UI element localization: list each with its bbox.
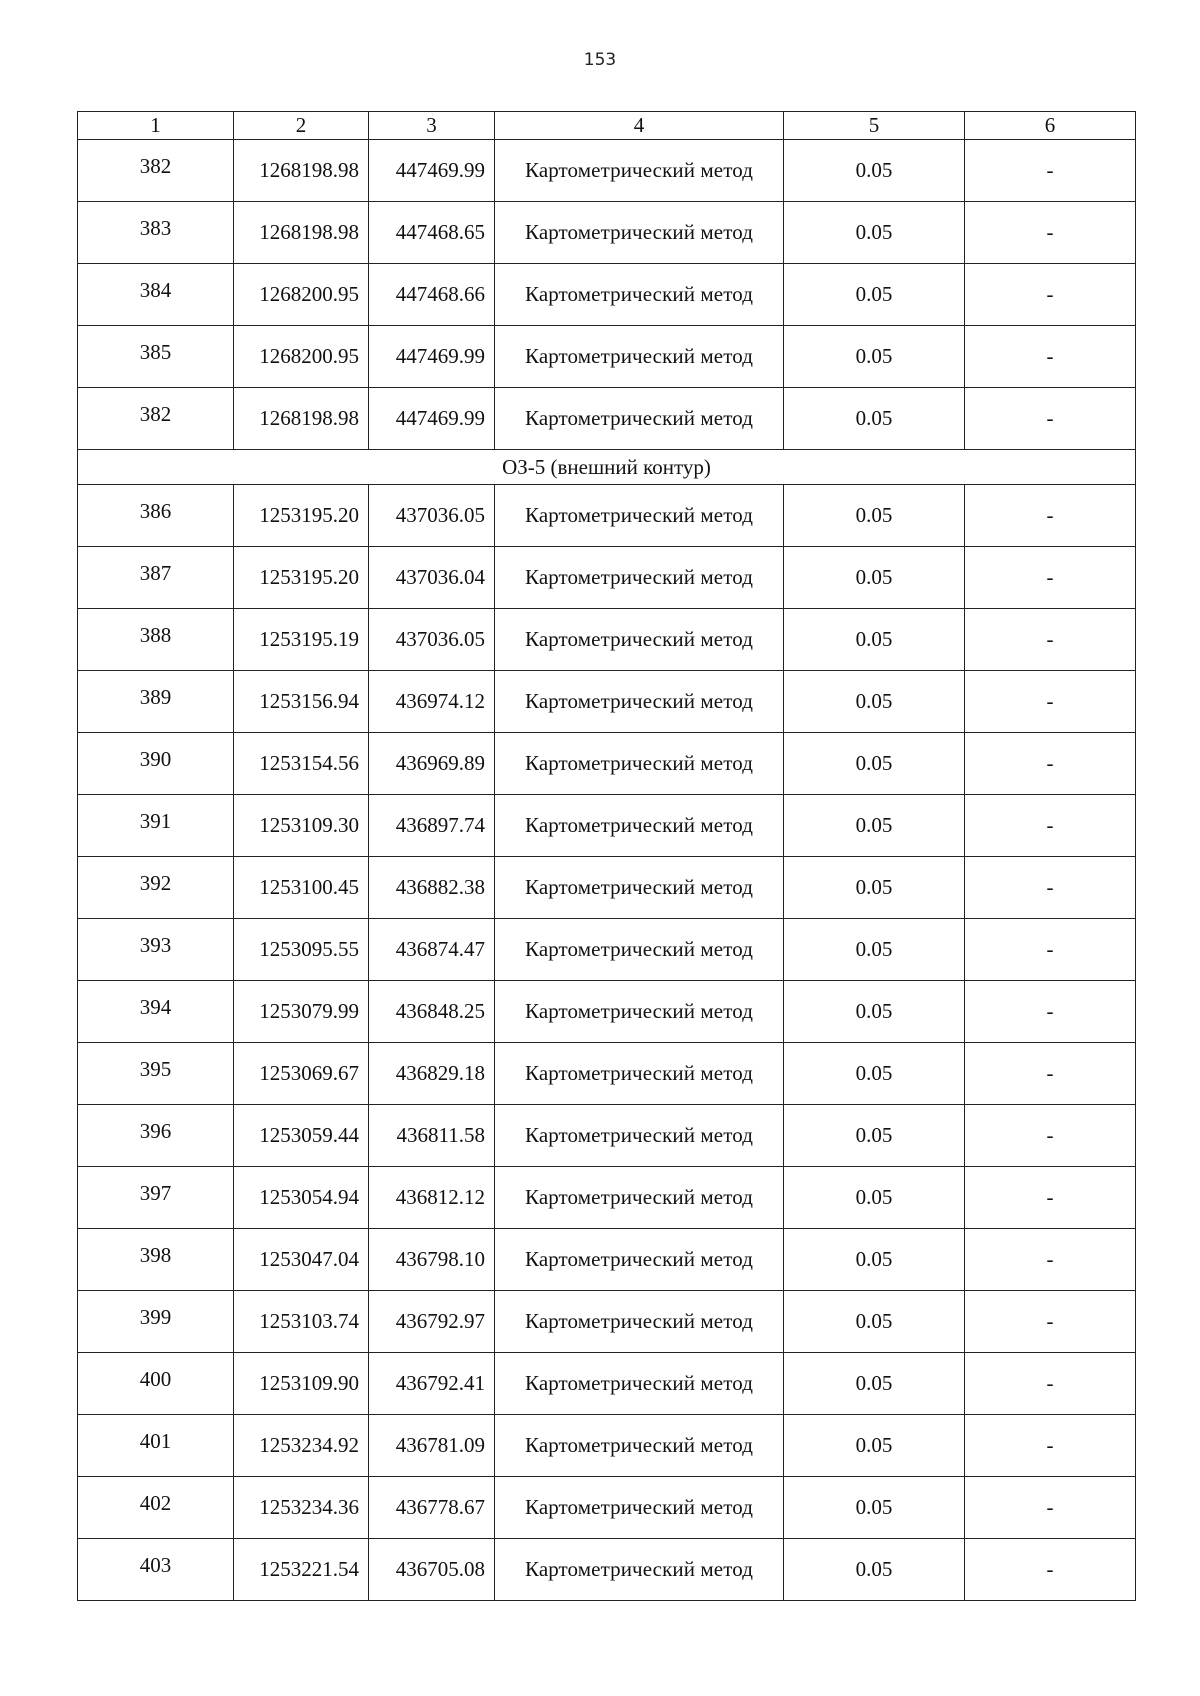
- table-row: [78, 671, 1136, 733]
- accuracy-cell: 0.05: [784, 609, 965, 671]
- description-cell: -: [965, 547, 1136, 609]
- section-row: [78, 450, 1136, 485]
- table-header-row: [78, 112, 1136, 140]
- x-coordinate-cell: 1253047.04: [234, 1229, 369, 1291]
- table-row: [78, 1415, 1136, 1477]
- y-coordinate-cell: 436781.09: [369, 1415, 495, 1477]
- accuracy-cell: 0.05: [784, 326, 965, 388]
- x-coordinate-cell: 1268198.98: [234, 202, 369, 264]
- description-cell: -: [965, 140, 1136, 202]
- table-body-bottom: [78, 485, 1136, 1601]
- description-cell: -: [965, 326, 1136, 388]
- accuracy-cell: 0.05: [784, 485, 965, 547]
- accuracy-cell: 0.05: [784, 140, 965, 202]
- y-coordinate-cell: 436897.74: [369, 795, 495, 857]
- accuracy-cell: 0.05: [784, 1167, 965, 1229]
- method-cell: Картометрический метод: [495, 140, 784, 202]
- y-coordinate-cell: 437036.05: [369, 609, 495, 671]
- table-row: [78, 485, 1136, 547]
- x-coordinate-cell: 1268198.98: [234, 140, 369, 202]
- description-cell: -: [965, 1167, 1136, 1229]
- method-cell: Картометрический метод: [495, 326, 784, 388]
- point-number-cell: 383: [78, 202, 234, 264]
- description-cell: -: [965, 485, 1136, 547]
- y-coordinate-cell: 436792.97: [369, 1291, 495, 1353]
- method-cell: Картометрический метод: [495, 1043, 784, 1105]
- table-row: [78, 981, 1136, 1043]
- header-col-2: 2: [234, 112, 369, 140]
- y-coordinate-cell: 436974.12: [369, 671, 495, 733]
- point-number-cell: 389: [78, 671, 234, 733]
- method-cell: Картометрический метод: [495, 547, 784, 609]
- y-coordinate-cell: 436812.12: [369, 1167, 495, 1229]
- x-coordinate-cell: 1253100.45: [234, 857, 369, 919]
- description-cell: -: [965, 1477, 1136, 1539]
- description-cell: -: [965, 671, 1136, 733]
- x-coordinate-cell: 1268200.95: [234, 264, 369, 326]
- table-row: [78, 733, 1136, 795]
- method-cell: Картометрический метод: [495, 981, 784, 1043]
- x-coordinate-cell: 1253195.20: [234, 547, 369, 609]
- point-number-cell: 393: [78, 919, 234, 981]
- method-cell: Картометрический метод: [495, 1477, 784, 1539]
- description-cell: -: [965, 1415, 1136, 1477]
- x-coordinate-cell: 1253195.20: [234, 485, 369, 547]
- table-row: [78, 1229, 1136, 1291]
- method-cell: Картометрический метод: [495, 1229, 784, 1291]
- accuracy-cell: 0.05: [784, 1477, 965, 1539]
- y-coordinate-cell: 447468.66: [369, 264, 495, 326]
- point-number-cell: 395: [78, 1043, 234, 1105]
- accuracy-cell: 0.05: [784, 981, 965, 1043]
- accuracy-cell: 0.05: [784, 1539, 965, 1601]
- page-number: 153: [583, 50, 617, 70]
- method-cell: Картометрический метод: [495, 1167, 784, 1229]
- table-row: [78, 202, 1136, 264]
- method-cell: Картометрический метод: [495, 1539, 784, 1601]
- method-cell: Картометрический метод: [495, 609, 784, 671]
- description-cell: -: [965, 1105, 1136, 1167]
- x-coordinate-cell: 1253221.54: [234, 1539, 369, 1601]
- header-col-1: 1: [78, 112, 234, 140]
- x-coordinate-cell: 1253154.56: [234, 733, 369, 795]
- point-number-cell: 385: [78, 326, 234, 388]
- y-coordinate-cell: 437036.04: [369, 547, 495, 609]
- table-row: [78, 547, 1136, 609]
- table-row: [78, 1477, 1136, 1539]
- accuracy-cell: 0.05: [784, 547, 965, 609]
- table-row: [78, 1105, 1136, 1167]
- y-coordinate-cell: 436792.41: [369, 1353, 495, 1415]
- header-col-5: 5: [784, 112, 965, 140]
- description-cell: -: [965, 609, 1136, 671]
- point-number-cell: 391: [78, 795, 234, 857]
- y-coordinate-cell: 447469.99: [369, 388, 495, 450]
- description-cell: -: [965, 733, 1136, 795]
- y-coordinate-cell: 436798.10: [369, 1229, 495, 1291]
- header-col-4: 4: [495, 112, 784, 140]
- table-row: [78, 1353, 1136, 1415]
- x-coordinate-cell: 1253079.99: [234, 981, 369, 1043]
- y-coordinate-cell: 436811.58: [369, 1105, 495, 1167]
- point-number-cell: 388: [78, 609, 234, 671]
- description-cell: -: [965, 388, 1136, 450]
- description-cell: -: [965, 795, 1136, 857]
- point-number-cell: 387: [78, 547, 234, 609]
- method-cell: Картометрический метод: [495, 388, 784, 450]
- accuracy-cell: 0.05: [784, 388, 965, 450]
- description-cell: -: [965, 1539, 1136, 1601]
- accuracy-cell: 0.05: [784, 1291, 965, 1353]
- description-cell: -: [965, 919, 1136, 981]
- description-cell: -: [965, 1291, 1136, 1353]
- x-coordinate-cell: 1253095.55: [234, 919, 369, 981]
- point-number-cell: 397: [78, 1167, 234, 1229]
- accuracy-cell: 0.05: [784, 857, 965, 919]
- method-cell: Картометрический метод: [495, 1353, 784, 1415]
- point-number-cell: 403: [78, 1539, 234, 1601]
- method-cell: Картометрический метод: [495, 671, 784, 733]
- header-col-6: 6: [965, 112, 1136, 140]
- point-number-cell: 396: [78, 1105, 234, 1167]
- x-coordinate-cell: 1253109.30: [234, 795, 369, 857]
- point-number-cell: 399: [78, 1291, 234, 1353]
- table-row: [78, 140, 1136, 202]
- accuracy-cell: 0.05: [784, 671, 965, 733]
- table-row: [78, 388, 1136, 450]
- section-title: ОЗ-5 (внешний контур): [78, 450, 1136, 485]
- point-number-cell: 401: [78, 1415, 234, 1477]
- table-row: [78, 919, 1136, 981]
- table-row: [78, 795, 1136, 857]
- y-coordinate-cell: 436874.47: [369, 919, 495, 981]
- table-row: [78, 326, 1136, 388]
- description-cell: -: [965, 1043, 1136, 1105]
- x-coordinate-cell: 1253234.92: [234, 1415, 369, 1477]
- method-cell: Картометрический метод: [495, 795, 784, 857]
- description-cell: -: [965, 1353, 1136, 1415]
- x-coordinate-cell: 1253156.94: [234, 671, 369, 733]
- point-number-cell: 390: [78, 733, 234, 795]
- table-row: [78, 857, 1136, 919]
- accuracy-cell: 0.05: [784, 264, 965, 326]
- y-coordinate-cell: 437036.05: [369, 485, 495, 547]
- accuracy-cell: 0.05: [784, 1415, 965, 1477]
- accuracy-cell: 0.05: [784, 1353, 965, 1415]
- x-coordinate-cell: 1253109.90: [234, 1353, 369, 1415]
- x-coordinate-cell: 1253054.94: [234, 1167, 369, 1229]
- y-coordinate-cell: 436882.38: [369, 857, 495, 919]
- accuracy-cell: 0.05: [784, 1105, 965, 1167]
- x-coordinate-cell: 1253234.36: [234, 1477, 369, 1539]
- header-col-3: 3: [369, 112, 495, 140]
- x-coordinate-cell: 1268200.95: [234, 326, 369, 388]
- description-cell: -: [965, 857, 1136, 919]
- x-coordinate-cell: 1253059.44: [234, 1105, 369, 1167]
- accuracy-cell: 0.05: [784, 795, 965, 857]
- method-cell: Картометрический метод: [495, 485, 784, 547]
- x-coordinate-cell: 1253195.19: [234, 609, 369, 671]
- y-coordinate-cell: 447469.99: [369, 326, 495, 388]
- point-number-cell: 386: [78, 485, 234, 547]
- point-number-cell: 398: [78, 1229, 234, 1291]
- table-row: [78, 1043, 1136, 1105]
- accuracy-cell: 0.05: [784, 919, 965, 981]
- point-number-cell: 382: [78, 140, 234, 202]
- method-cell: Картометрический метод: [495, 264, 784, 326]
- method-cell: Картометрический метод: [495, 1291, 784, 1353]
- y-coordinate-cell: 447468.65: [369, 202, 495, 264]
- table-row: [78, 1291, 1136, 1353]
- table-row: [78, 1539, 1136, 1601]
- point-number-cell: 400: [78, 1353, 234, 1415]
- table-body-top: [78, 140, 1136, 450]
- x-coordinate-cell: 1253069.67: [234, 1043, 369, 1105]
- method-cell: Картометрический метод: [495, 919, 784, 981]
- y-coordinate-cell: 436969.89: [369, 733, 495, 795]
- description-cell: -: [965, 202, 1136, 264]
- method-cell: Картометрический метод: [495, 202, 784, 264]
- table-row: [78, 609, 1136, 671]
- method-cell: Картометрический метод: [495, 733, 784, 795]
- description-cell: -: [965, 981, 1136, 1043]
- x-coordinate-cell: 1268198.98: [234, 388, 369, 450]
- description-cell: -: [965, 1229, 1136, 1291]
- accuracy-cell: 0.05: [784, 1043, 965, 1105]
- table-row: [78, 264, 1136, 326]
- x-coordinate-cell: 1253103.74: [234, 1291, 369, 1353]
- method-cell: Картометрический метод: [495, 857, 784, 919]
- point-number-cell: 384: [78, 264, 234, 326]
- y-coordinate-cell: 447469.99: [369, 140, 495, 202]
- y-coordinate-cell: 436829.18: [369, 1043, 495, 1105]
- coordinates-table: [77, 111, 1136, 1601]
- accuracy-cell: 0.05: [784, 1229, 965, 1291]
- table-row: [78, 1167, 1136, 1229]
- point-number-cell: 394: [78, 981, 234, 1043]
- point-number-cell: 382: [78, 388, 234, 450]
- y-coordinate-cell: 436848.25: [369, 981, 495, 1043]
- y-coordinate-cell: 436778.67: [369, 1477, 495, 1539]
- point-number-cell: 392: [78, 857, 234, 919]
- description-cell: -: [965, 264, 1136, 326]
- method-cell: Картометрический метод: [495, 1415, 784, 1477]
- point-number-cell: 402: [78, 1477, 234, 1539]
- accuracy-cell: 0.05: [784, 202, 965, 264]
- accuracy-cell: 0.05: [784, 733, 965, 795]
- method-cell: Картометрический метод: [495, 1105, 784, 1167]
- y-coordinate-cell: 436705.08: [369, 1539, 495, 1601]
